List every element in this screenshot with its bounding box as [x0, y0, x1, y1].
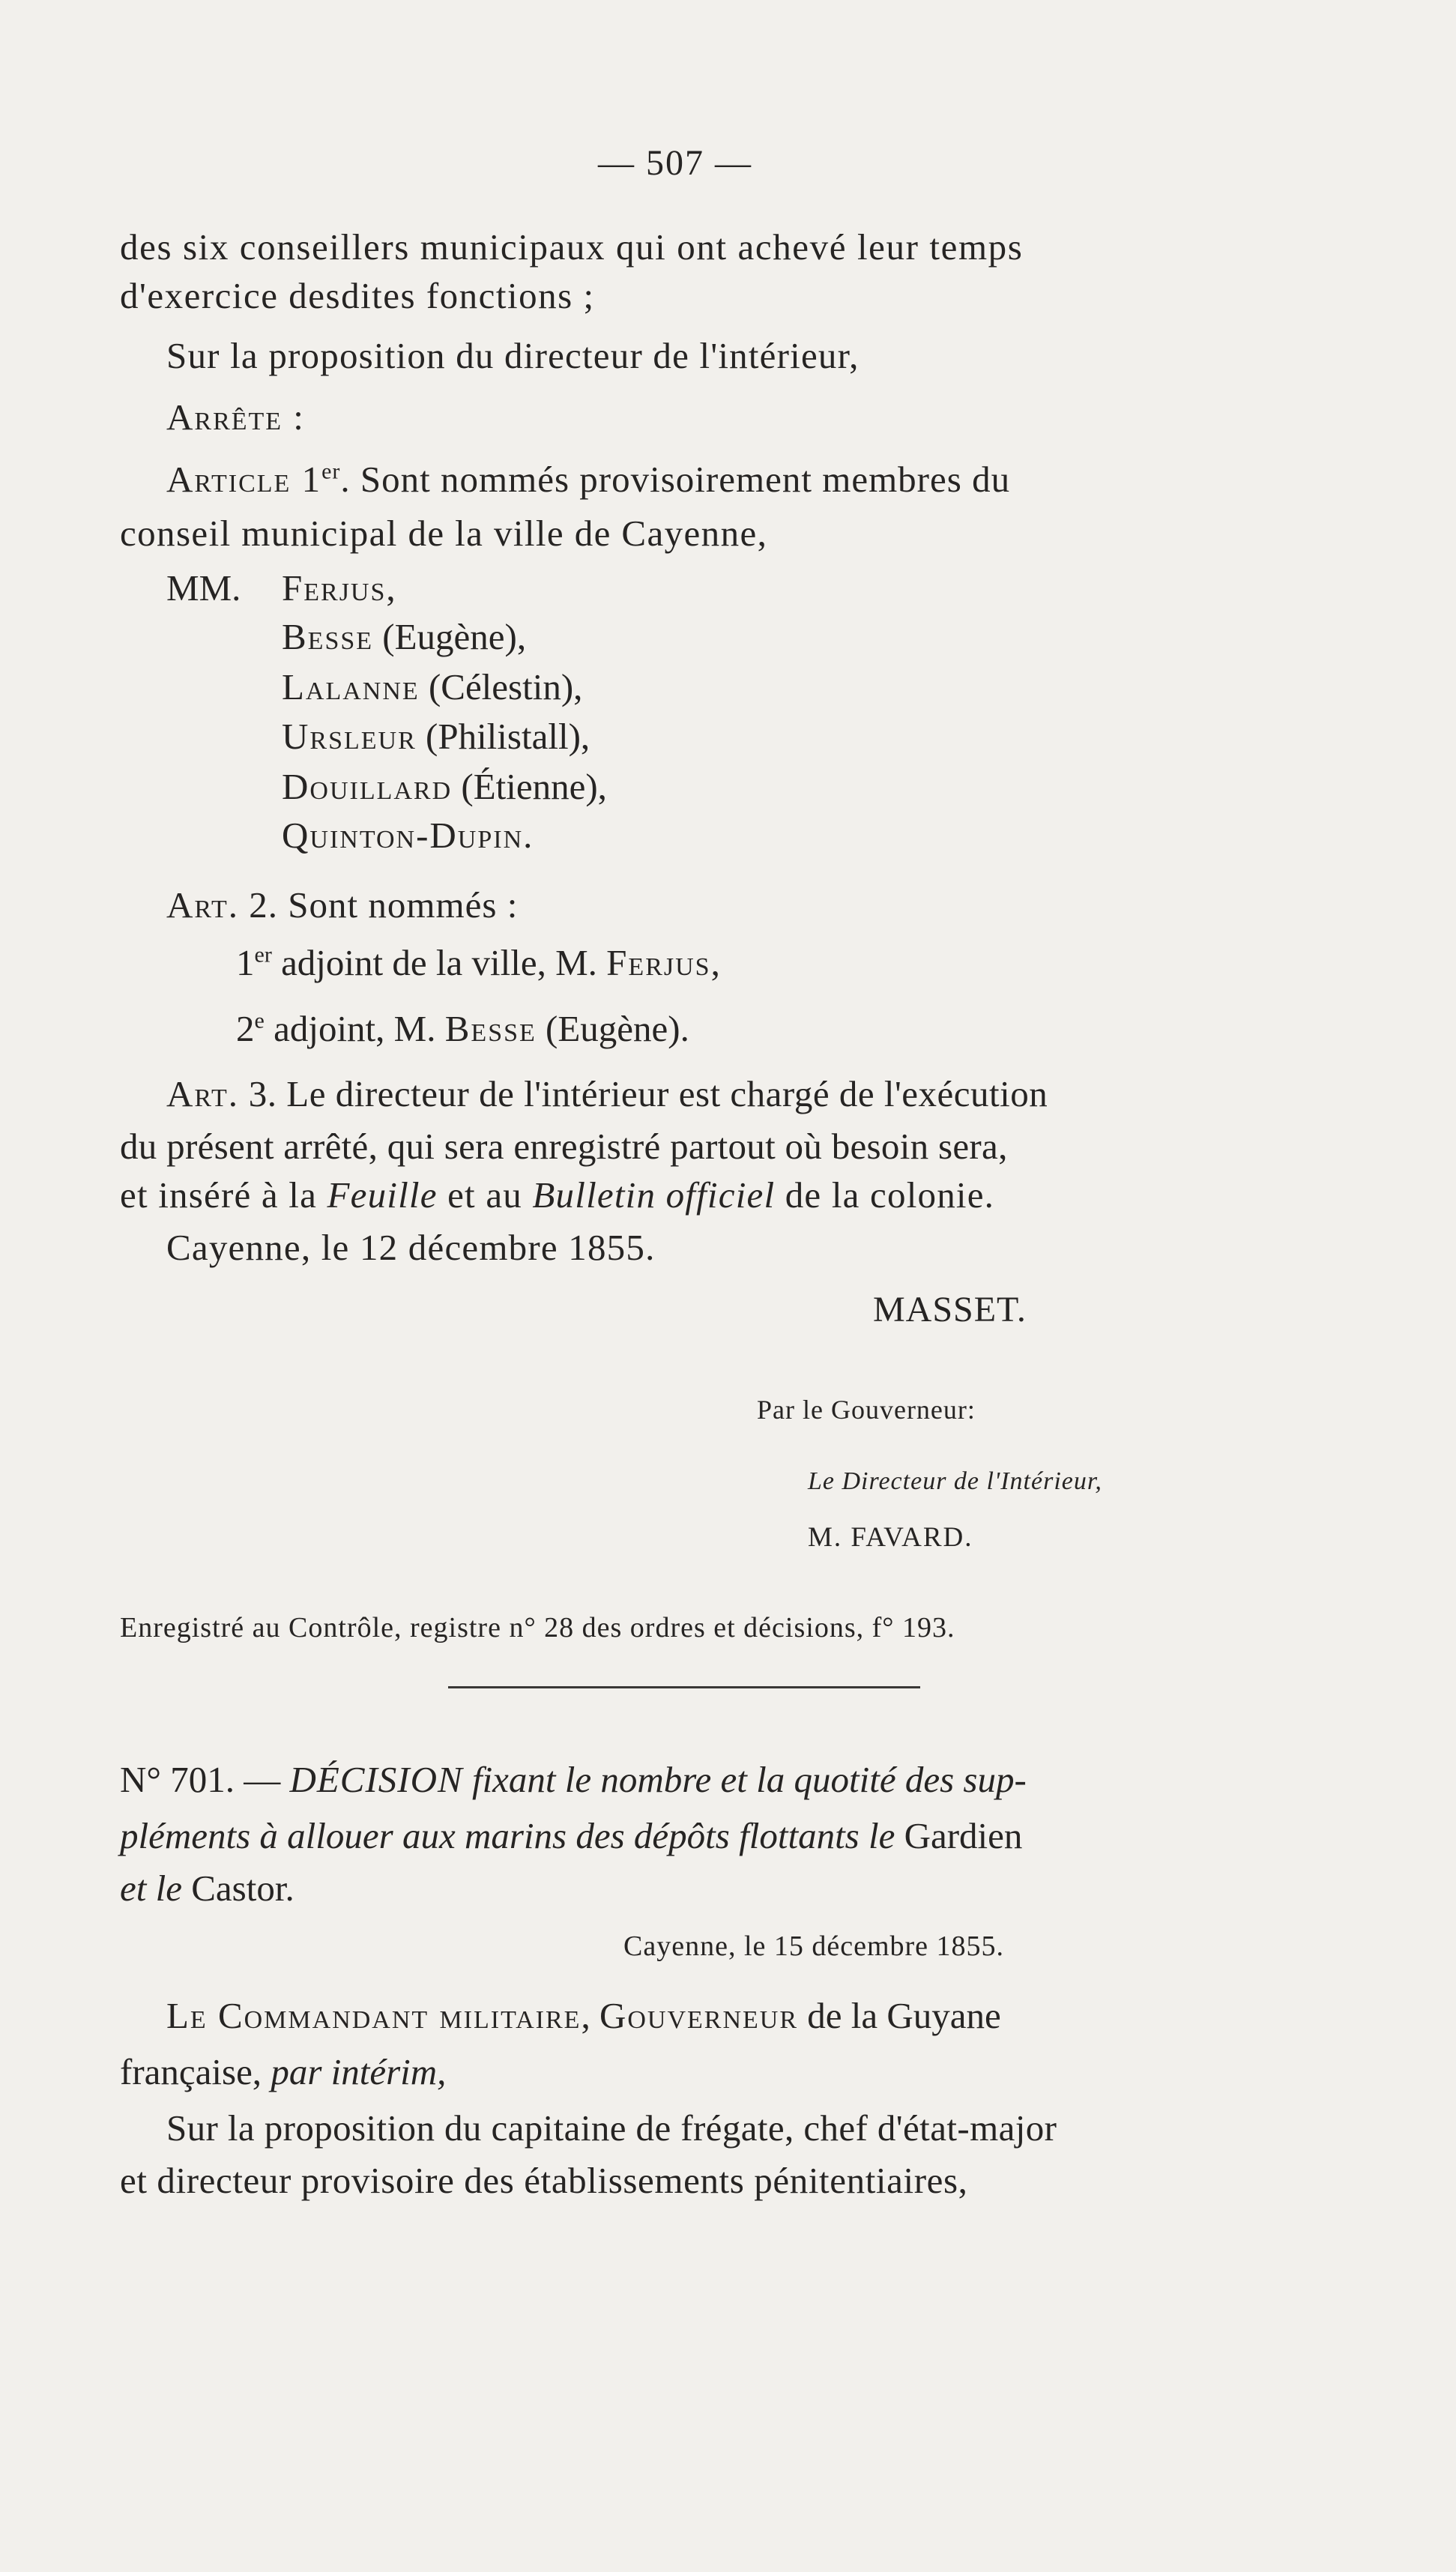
castor-name: Castor [191, 1868, 286, 1909]
directeur-name: M. FAVARD. [808, 1522, 973, 1553]
member-detail: (Philistall), [416, 716, 590, 757]
article-1-text: . Sont nommés provisoirement membres du [340, 459, 1011, 500]
adjoint-1-name: Ferjus [606, 942, 711, 983]
article-3-label: Art. [166, 1073, 240, 1114]
decision-number: N° 701. — [120, 1759, 281, 1800]
decision-title-rest: fixant le nombre et la quotité des sup- [462, 1759, 1027, 1800]
member-list-item [282, 813, 532, 858]
article-3-line-2: du présent arrêté, qui sera enregistré partout où besoin sera, [120, 1126, 1008, 1167]
member-list-item [282, 714, 590, 759]
comma-sep: , [581, 1995, 599, 2036]
member-detail: (Eugène), [373, 616, 527, 657]
decision-word: DÉCISION [289, 1759, 463, 1800]
adjoint-2-num: 2 [236, 1008, 255, 1049]
feuille-title: Feuille [327, 1174, 438, 1216]
adjoint-2-text: adjoint, M. [264, 1008, 445, 1049]
decision-proposition-2: et directeur provisoire des établissements pénitentiaires, [120, 2160, 968, 2201]
adjoint-2-end: (Eugène). [536, 1008, 689, 1049]
directeur-title: Le Directeur de l'Intérieur, [808, 1467, 1102, 1495]
member-name: Douillard [282, 766, 453, 807]
article-3-text: 3. Le directeur de l'intérieur est chargé de l'exécution [239, 1073, 1048, 1114]
member-name: Ursleur [282, 716, 417, 757]
member-name: Quinton-Dupin [282, 815, 524, 856]
article-3-text-3a: et inséré à la [120, 1174, 327, 1216]
commandant-label: Le Commandant [166, 1995, 429, 2036]
date-line: Cayenne, le 12 décembre 1855. [166, 1227, 656, 1268]
member-list-item [282, 665, 582, 710]
article-2-line [166, 883, 518, 928]
adjoint-1-num: 1 [236, 942, 255, 983]
member-detail: . [523, 815, 533, 856]
guyane-text: de la Guyane [798, 1995, 1001, 2036]
member-list-item [282, 566, 396, 611]
proposition-line: Sur la proposition du directeur de l'intérieur, [166, 335, 860, 376]
francaise-text: française, [120, 2051, 271, 2092]
adjoint-2-name: Besse [444, 1008, 537, 1049]
article-1-label: Article 1 [166, 459, 322, 500]
article-3-text-3c: de la colonie. [775, 1174, 995, 1216]
member-detail: , [386, 567, 396, 609]
adjoint-2-line [236, 1006, 689, 1051]
gardien-name: Gardien [904, 1815, 1023, 1856]
decision-title-line-2 [120, 1814, 1022, 1859]
members-prefix: MM. [166, 567, 241, 609]
article-2-label: Art. [166, 884, 240, 926]
intro-line-1: des six conseillers municipaux qui ont achevé leur temps [120, 226, 1024, 268]
member-detail: (Étienne), [452, 766, 607, 807]
adjoint-2-sup: e [254, 1008, 265, 1033]
article-2-text: 2. Sont nommés : [239, 884, 519, 926]
member-detail: (Célestin), [419, 666, 583, 707]
commandant-line [166, 1993, 1001, 2038]
decision-date: Cayenne, le 15 décembre 1855. [623, 1930, 1005, 1962]
article-3-line [166, 1072, 1048, 1117]
decision-title-line-3 [120, 1866, 294, 1911]
adjoint-1-sup: er [254, 942, 272, 967]
adjoint-1-text: adjoint de la ville, M. [271, 942, 607, 983]
militaire-label: militaire [429, 1995, 582, 2036]
arrete-heading: Arrête : [166, 396, 305, 438]
article-1-line-2: conseil municipal de la ville de Cayenne, [120, 513, 768, 554]
decision-title-line-1 [120, 1757, 1027, 1802]
member-name: Ferjus [282, 567, 387, 609]
registration-note: Enregistré au Contrôle, registre n° 28 des ordres et décisions, f° 193. [120, 1612, 955, 1643]
article-1-line [166, 457, 1010, 502]
member-list-item [282, 615, 526, 659]
gouverneur-label: Gouverneur [599, 1995, 799, 2036]
decision-title-line-3a: et le [120, 1868, 192, 1909]
article-3-line-3 [120, 1173, 994, 1218]
article-1-sup: er [321, 459, 341, 484]
adjoint-1-end: , [710, 942, 720, 983]
decision-title-line-2a: pléments à allouer aux marins des dépôts flottants le [120, 1815, 904, 1856]
par-le-gouverneur: Par le Gouverneur: [757, 1395, 976, 1425]
member-name: Besse [282, 616, 374, 657]
par-interim: par intérim, [271, 2051, 447, 2092]
section-divider [448, 1686, 920, 1688]
francaise-line [120, 2050, 446, 2095]
signature: MASSET. [873, 1290, 1027, 1329]
page-number: — 507 — [598, 143, 752, 183]
article-3-text-3b: et au [437, 1174, 533, 1216]
decision-proposition-1: Sur la proposition du capitaine de frégate, chef d'état-major [166, 2107, 1057, 2149]
adjoint-1-line [236, 941, 720, 985]
decision-title-line-3b: . [285, 1868, 294, 1909]
intro-line-2: d'exercice desdites fonctions ; [120, 275, 595, 316]
member-name: Lalanne [282, 666, 420, 707]
bulletin-title: Bulletin officiel [532, 1174, 776, 1216]
member-list-item [282, 764, 607, 809]
